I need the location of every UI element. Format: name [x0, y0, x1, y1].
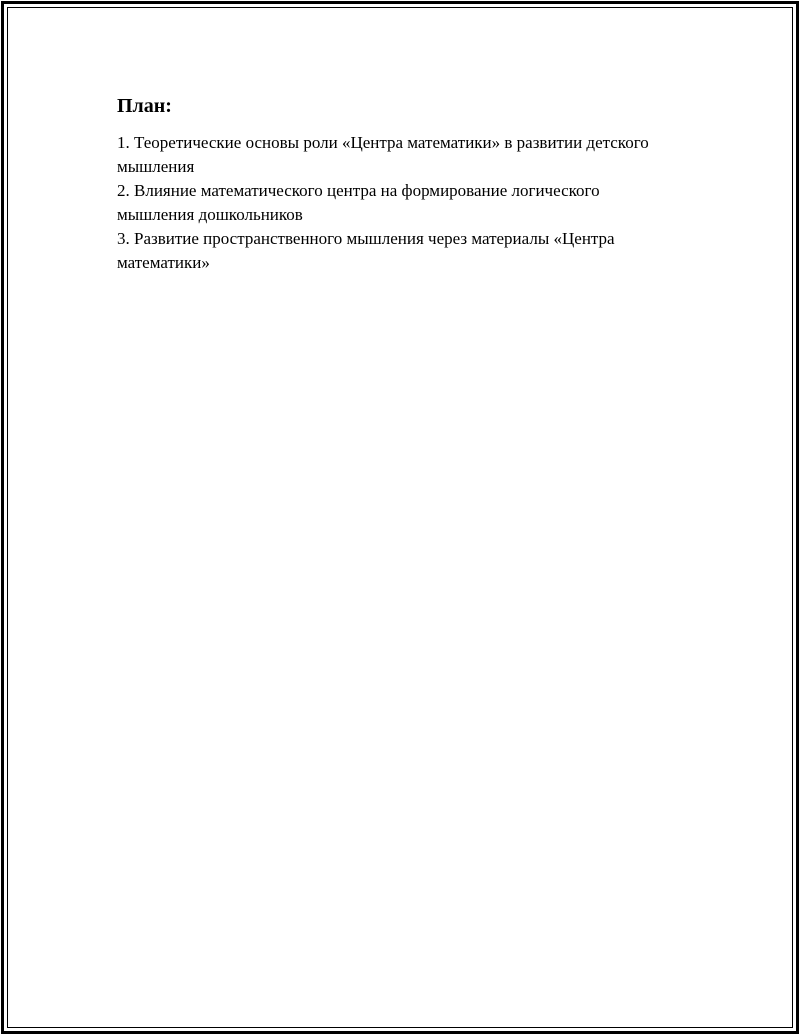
plan-list [117, 131, 677, 275]
plan-item-1: 1. Теоретические основы роли «Центра математики» в развитии детского мышления [117, 133, 649, 176]
plan-heading: План: [117, 95, 172, 117]
plan-item-3: 3. Развитие пространственного мышления через материалы «Центра математики» [117, 229, 615, 272]
plan-item-2: 2. Влияние математического центра на формирование логического мышления дошкольников [117, 181, 600, 224]
document-content [117, 93, 677, 275]
